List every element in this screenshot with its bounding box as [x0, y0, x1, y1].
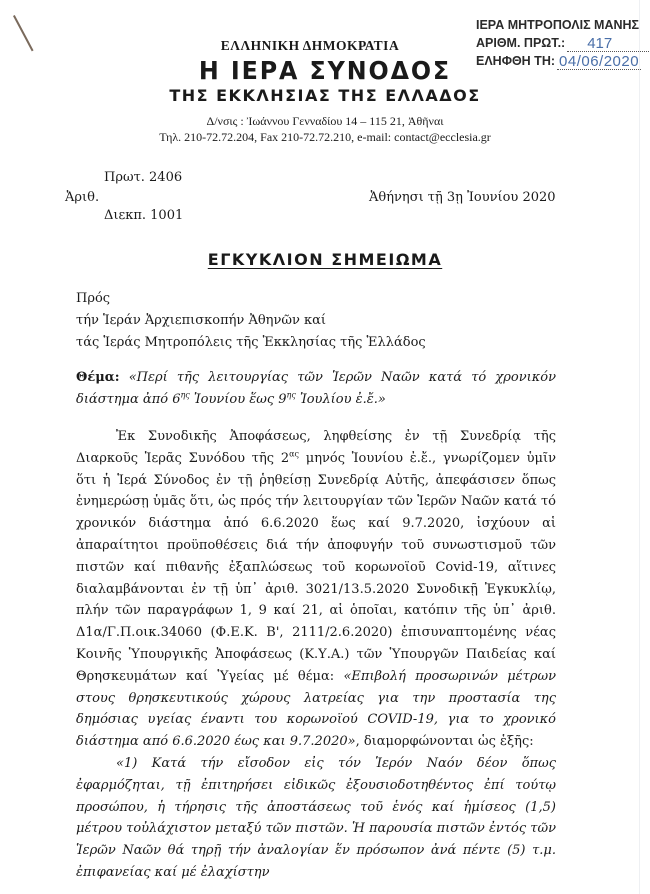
- diekp-number: Διεκπ. 1001: [104, 208, 184, 223]
- body-paragraph-item-1: «1) Κατά τήν εἴσοδον εἰς τόν Ἱερόν Ναόν δέον ὅπως ἐφαρμόζηται, τῇ ἐπιτηρήσει εἰδικῶς ἐξουσιοδοτηθέντος ἐπί τούτῳ προσώπου, ἡ τήρησις τῆς ἀποστάσεως τοῦ ἑνός καί ἡμίσεος (1,5) μέτρου τοὐλάχιστον μεταξύ τῶν πιστῶν. Ἡ παρουσία πιστῶν ἐντός τῶν Ἱερῶν Ναῶν θά τηρῇ τήν ἀναλογίαν ἕν πρόσωπον ἀνά πέντε (5) τ.μ. ἐπιφανείας καί μέ ἐλαχίστην: [76, 755, 556, 880]
- stamp-received-label: ΕΛΗΦΘΗ ΤΗ:: [476, 54, 556, 68]
- synod-subtitle: ΤΗΣ ΕΚΚΛΗΣΙΑΣ ΤΗΣ ΕΛΛΑΔΟΣ: [169, 86, 481, 105]
- paragraph-text: , διαμορφώνονται ὡς ἑξῆς:: [355, 734, 534, 750]
- subject-text-part: Ἰουνίου ἕως 9: [189, 392, 287, 407]
- recipient-line: τάς Ἱεράς Μητροπόλεις τῆς Ἐκκλησίας τῆς Ἑλλάδος: [76, 335, 426, 350]
- subject-block: [76, 367, 556, 411]
- place-date: Ἀθήνησι τῇ 3ῃ Ἰουνίου 2020: [369, 190, 556, 205]
- contact-line: Τηλ. 210-72.72.204, Fax 210-72.72.210, e-mail: contact@ecclesia.gr: [159, 130, 491, 144]
- recipients-block: [76, 288, 426, 354]
- stamp-protocol-label: ΑΡΙΘΜ. ΠΡΩΤ.:: [476, 36, 566, 50]
- subject-text: [76, 370, 556, 407]
- superscript: ας: [289, 449, 299, 459]
- stamp-received-value: 04/06/2020: [559, 53, 640, 70]
- document-title: [0, 250, 650, 269]
- address-line: Δ/νσις : Ἰωάννου Γενναδίου 14 – 115 21, Ἀθῆναι: [206, 114, 444, 128]
- subject-text-part: «Περί τῆς λειτουργίας τῶν Ἱερῶν Ναῶν κατά τό χρονικόν διάστημα ἀπό 6: [76, 370, 556, 407]
- document-title-text: ΕΓΚΥΚΛΙΟΝ ΣΗΜΕΙΩΜΑ: [207, 250, 443, 269]
- arith-label: Ἀριθ.: [65, 190, 100, 205]
- stamp-protocol-value: 417: [567, 36, 650, 52]
- superscript: ης: [286, 390, 296, 400]
- body-paragraph: [76, 426, 556, 753]
- stamp-org: [476, 16, 650, 34]
- body-text: [76, 426, 556, 884]
- paragraph-text: Ἐκ Συνοδικῆς Ἀποφάσεως, ληφθείσης ἐν τῇ Συνεδρίᾳ τῆς Διαρκοῦς Ἱερᾶς Συνόδου τῆς 2: [76, 429, 556, 466]
- subject-text-part: Ἰουλίου ἐ.ἔ.»: [295, 392, 386, 407]
- address-block: [0, 113, 650, 145]
- synod-title: Η ΙΕΡΑ ΣΥΝΟΔΟΣ: [198, 56, 452, 85]
- protocol-number: Πρωτ. 2406: [104, 170, 183, 185]
- quoted-kya-title: «Επιβολή προσωρινών μέτρων στους θρησκευτικούς χώρους λατρείας για την προστασία της δημόσιας υγείας έναντι του κορωνοϊού COVID-19, για το χρονικό διάστημα από 6.6.2020 έως και 9.7.2020»: [76, 668, 556, 750]
- recipients-label: Πρός: [76, 291, 111, 306]
- republic-heading: ΕΛΛΗΝΙΚΗ ΔΗΜΟΚΡΑΤΙΑ: [220, 38, 400, 53]
- subject-label: Θέμα:: [76, 370, 120, 385]
- paragraph-text: μηνός Ἰουνίου ἐ.ἔ., γνωρίζομεν ὑμῖν ὅτι ἡ Ἱερά Σύνοδος ἐν τῇ ῥηθείσῃ Συνεδρίᾳ Αὐτῆς, ἀπεφάσισεν ὅπως ἐνημερώσῃ ὑμᾶς ὅτι, ὡς πρός τήν λειτουργίαν τῶν Ἱερῶν Ναῶν κατά τό χρονικόν διάστημα ἀπό 6.6.2020 ἕως καί 9.7.2020, ἰσχύουν αἱ ἀπαραίτητοι προϋποθέσεις διά τήν ἀποφυγήν τοῦ συνωστισμοῦ τῶν πιστῶν καί πιθανῆς ἐξαπλώσεως τοῦ κορωνοϊοῦ Covid-19, αἵτινες διαλαμβάνονται ἐν τῇ ὑπ᾽ ἀριθ. 3021/13.5.2020 Συνοδικῇ Ἐγκυκλίῳ, πλήν τῶν παραγράφων 1, 9 καί 21, αἱ ὁποῖαι, κατόπιν τῆς ὑπ᾽ ἀριθ. Δ1α/Γ.Π.οικ.34060 (Φ.Ε.Κ. Β', 2111/2.6.2020) ἐπισυναπτομένης νέας Κοινῆς Ὑπουργικῆς Ἀποφάσεως (Κ.Υ.Α.) τῶν Ὑπουργῶν Παιδείας καί Θρησκευμάτων καί Ὑγείας μέ θέμα:: [76, 450, 556, 684]
- stamp-org-text: ΙΕΡΑ ΜΗΤΡΟΠΟΛΙΣ ΜΑΝΗΣ: [476, 18, 640, 32]
- superscript: ης: [180, 390, 190, 400]
- recipient-line: τήν Ἱεράν Ἀρχιεπισκοπήν Ἀθηνῶν καί: [76, 313, 326, 328]
